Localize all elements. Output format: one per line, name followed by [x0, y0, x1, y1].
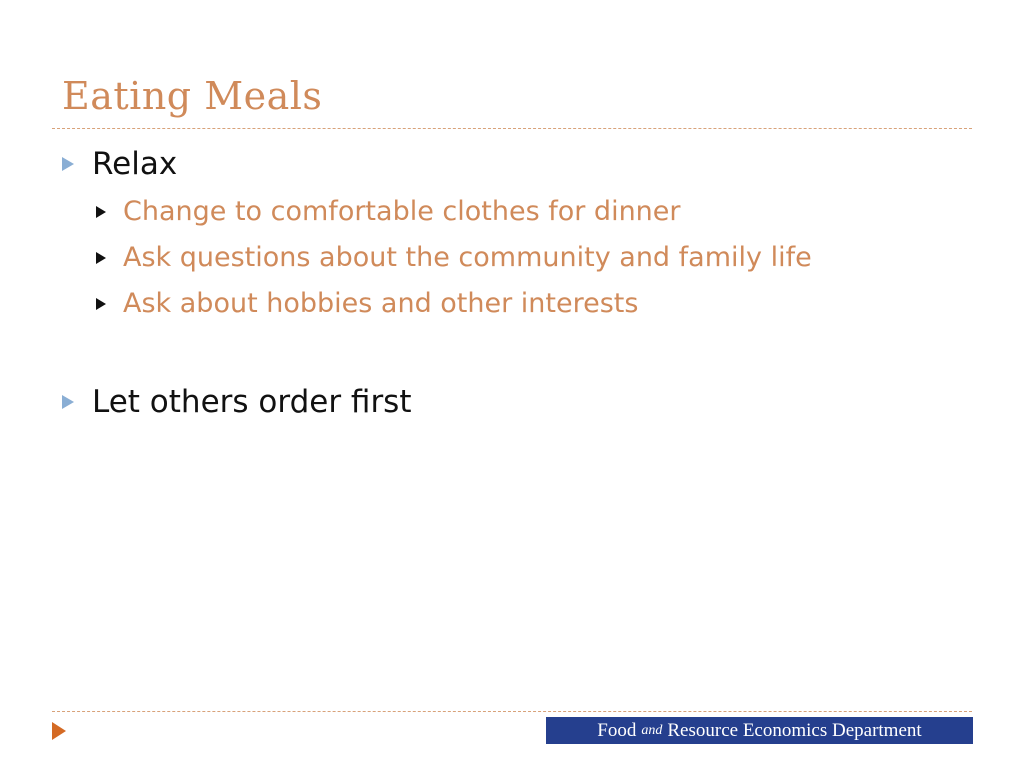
sub-bullet-ask-community: [96, 242, 812, 273]
bullet-triangle-icon: [62, 395, 74, 409]
sub-bullet-text: Ask about hobbies and other interests: [123, 288, 639, 319]
department-banner: [546, 717, 973, 744]
footer-divider: [52, 711, 972, 712]
sub-bullet-triangle-icon: [96, 298, 106, 310]
sub-bullet-text: Change to comfortable clothes for dinner: [123, 196, 681, 227]
footer-arrow-icon: [52, 722, 66, 740]
bullet-relax: [62, 146, 177, 182]
sub-bullet-triangle-icon: [96, 252, 106, 264]
slide-title: Eating Meals: [62, 74, 323, 118]
banner-text-and: and: [641, 722, 663, 738]
sub-bullet-ask-hobbies: [96, 288, 638, 319]
bullet-text: Relax: [92, 146, 178, 182]
banner-text-department: Resource Economics Department: [667, 719, 922, 741]
title-divider: [52, 128, 972, 129]
bullet-let-others-order: [62, 384, 412, 420]
banner-text-food: Food: [597, 719, 637, 741]
sub-bullet-text: Ask questions about the community and family life: [123, 242, 812, 273]
sub-bullet-comfortable-clothes: [96, 196, 681, 227]
bullet-text: Let others order first: [92, 384, 412, 420]
bullet-triangle-icon: [62, 157, 74, 171]
sub-bullet-triangle-icon: [96, 206, 106, 218]
